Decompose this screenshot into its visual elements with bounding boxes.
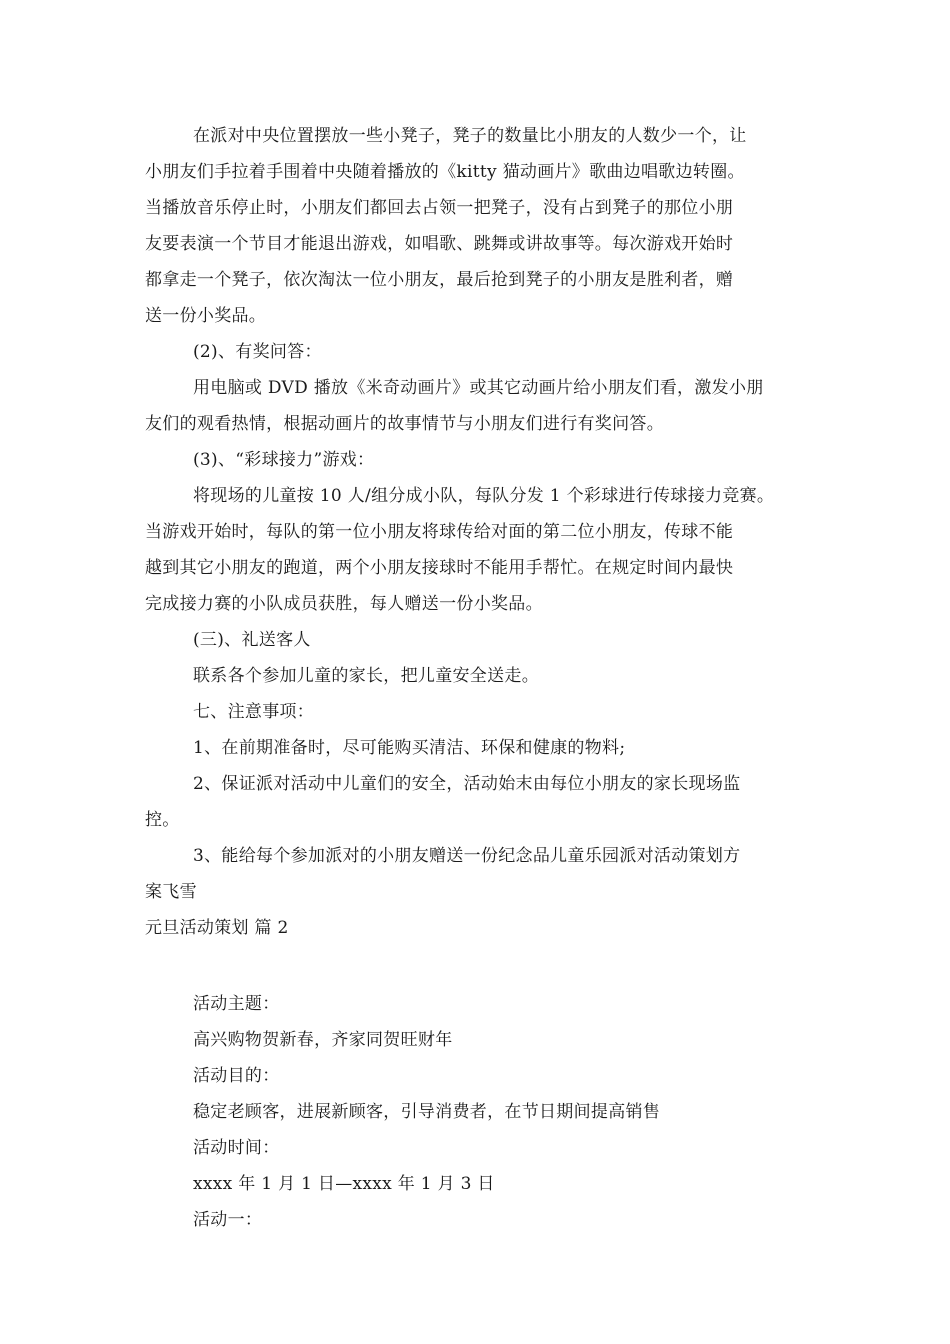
paragraph-line: 将现场的儿童按 10 人/组分成小队，每队分发 1 个彩球进行传球接力竞赛。	[193, 486, 775, 506]
field-label: 活动主题：	[193, 994, 280, 1014]
spacer	[145, 946, 805, 986]
section-heading: 七、注意事项：	[193, 702, 315, 722]
paragraph-line: 越到其它小朋友的跑道，两个小朋友接球时不能用手帮忙。在规定时间内最快	[145, 558, 734, 578]
paragraph-line: 完成接力赛的小队成员获胜，每人赠送一份小奖品。	[145, 594, 543, 614]
paragraph-line: 小朋友们手拉着手围着中央随着播放的《kitty 猫动画片》歌曲边唱歌边转圈。	[145, 162, 745, 182]
list-item: 1、在前期准备时，尽可能购买清洁、环保和健康的物料;	[193, 738, 626, 758]
field-value: xxxx 年 1 月 1 日—xxxx 年 1 月 3 日	[193, 1174, 495, 1194]
paragraph-line: 送一份小奖品。	[145, 306, 267, 326]
subheading: (3)、“彩球接力”游戏：	[193, 450, 375, 470]
list-item: 3、能给每个参加派对的小朋友赠送一份纪念品儿童乐园派对活动策划方	[193, 846, 741, 866]
paragraph-line: 友们的观看热情，根据动画片的故事情节与小朋友们进行有奖问答。	[145, 414, 664, 434]
paragraph-line: 当播放音乐停止时，小朋友们都回去占领一把凳子，没有占到凳子的那位小朋	[145, 198, 734, 218]
list-item: 2、保证派对活动中儿童们的安全，活动始末由每位小朋友的家长现场监	[193, 774, 741, 794]
paragraph-line: 用电脑或 DVD 播放《米奇动画片》或其它动画片给小朋友们看，激发小朋	[193, 378, 764, 398]
field-label: 活动一：	[193, 1210, 263, 1230]
paragraph-line: 友要表演一个节目才能退出游戏，如唱歌、跳舞或讲故事等。每次游戏开始时	[145, 234, 734, 254]
field-value: 稳定老顾客，进展新顾客，引导消费者，在节日期间提高销售	[193, 1102, 661, 1122]
field-value: 高兴购物贺新春，齐家同贺旺财年	[193, 1030, 453, 1050]
field-label: 活动目的：	[193, 1066, 280, 1086]
paragraph-line: 联系各个参加儿童的家长，把儿童安全送走。	[193, 666, 539, 686]
paragraph-line: 在派对中央位置摆放一些小凳子，凳子的数量比小朋友的人数少一个，让	[193, 126, 747, 146]
list-item-continuation: 控。	[145, 810, 180, 830]
subheading: (三)、礼送客人	[193, 630, 311, 650]
section-title: 元旦活动策划 篇 2	[145, 918, 289, 938]
subheading: (2)、有奖问答：	[193, 342, 322, 362]
document-body	[145, 118, 805, 1238]
paragraph-line: 都拿走一个凳子，依次淘汰一位小朋友，最后抢到凳子的小朋友是胜利者，赠	[145, 270, 734, 290]
paragraph-line: 当游戏开始时，每队的第一位小朋友将球传给对面的第二位小朋友，传球不能	[145, 522, 734, 542]
field-label: 活动时间：	[193, 1138, 280, 1158]
list-item-continuation: 案飞雪	[145, 882, 197, 902]
